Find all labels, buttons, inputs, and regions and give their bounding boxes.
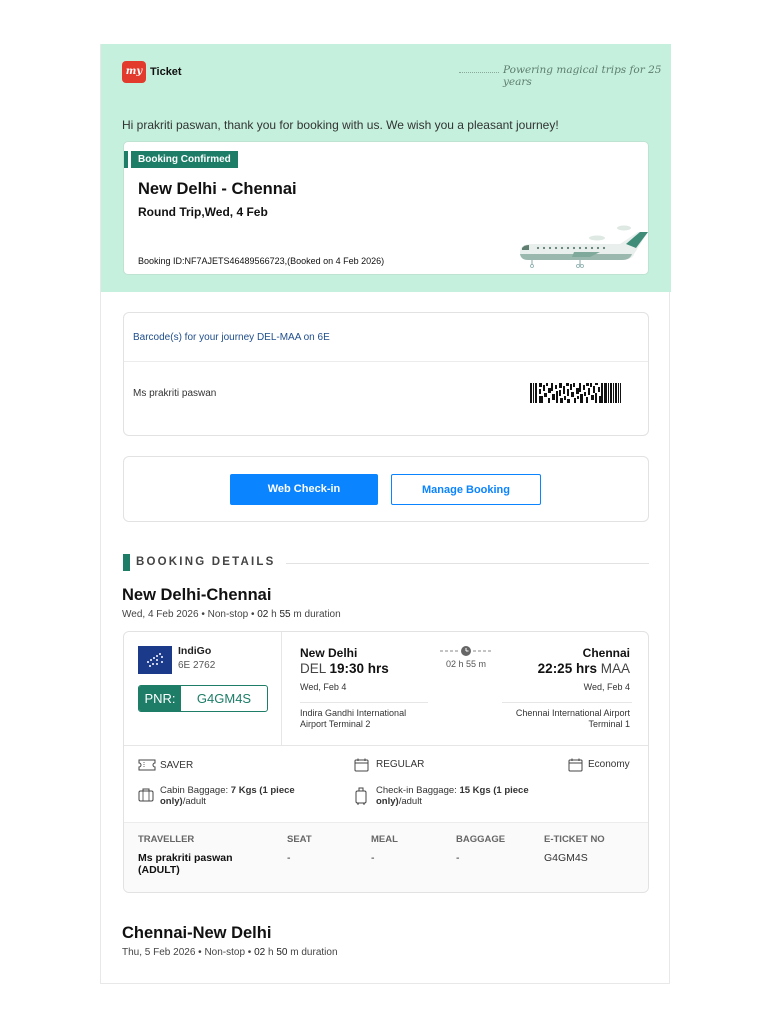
leg-duration-suffix: duration	[304, 609, 341, 620]
arrival-city: Chennai	[582, 646, 630, 660]
column-header: SEAT	[287, 834, 312, 845]
ticket-sheet	[100, 44, 670, 984]
column-header: MEAL	[371, 834, 398, 845]
arrival-date: Wed, Feb 4	[583, 682, 630, 692]
leg-meta: Thu, 5 Feb 2026 • Non-stop • 02 h 50 m duration	[122, 947, 338, 958]
arrival-airport: Chennai International Airport Terminal 1	[515, 708, 630, 729]
flight-duration: 02 h 55 m	[445, 659, 487, 669]
leg-date: Wed, 4 Feb 2026	[122, 609, 199, 620]
calendar-icon	[568, 758, 583, 772]
logo-text: Ticket	[150, 66, 182, 78]
barcode-title: Barcode(s) for your journey DEL-MAA on 6E	[133, 332, 330, 343]
section-title: BOOKING DETAILS	[136, 556, 276, 568]
leg-meta: Wed, 4 Feb 2026 • Non-stop • 02 h 55 m duration	[122, 609, 341, 620]
leg-duration-suffix: duration	[301, 947, 338, 958]
booking-id: Booking ID:NF7AJETS46489566723,(Booked on 4 Feb 2026)	[138, 256, 385, 266]
leg-hours: 02	[254, 947, 266, 958]
column-header: BAGGAGE	[456, 834, 506, 845]
clock-icon	[440, 645, 492, 657]
section-accent	[123, 554, 130, 571]
leg-date: Thu, 5 Feb 2026	[122, 947, 196, 958]
departure-airport: Indira Gandhi International Airport Terminal 2	[300, 708, 407, 729]
traveller-baggage: -	[456, 852, 460, 864]
checkin-baggage-unit: /adult	[398, 796, 422, 807]
luggage-icon	[354, 787, 368, 805]
checkin-baggage-label: Check-in Baggage:	[376, 785, 457, 796]
leg-minutes-unit: m	[290, 947, 299, 958]
logo-icon: my	[122, 61, 146, 83]
divider	[281, 632, 282, 745]
cabin-baggage-unit: /adult	[182, 796, 206, 807]
flight-card	[123, 631, 649, 893]
pnr-box	[138, 685, 268, 712]
manage-booking-button[interactable]: Manage Booking	[391, 474, 541, 505]
actions-card	[123, 456, 649, 522]
status-badge: Booking Confirmed	[131, 151, 238, 168]
tagline: Powering magical trips for 25 years	[503, 64, 662, 88]
traveller-meal: -	[371, 852, 375, 864]
checkin-baggage-text	[376, 785, 551, 807]
airline-logo	[138, 646, 172, 674]
cabin-baggage-value: 7 Kgs (1 piece only)	[160, 785, 295, 807]
divider	[502, 702, 632, 703]
plane-illustration	[514, 224, 649, 275]
booking-summary-card	[123, 141, 649, 275]
barcode-image	[530, 383, 622, 403]
traveller-seat: -	[287, 852, 291, 864]
departure-time	[300, 661, 389, 676]
calendar-icon	[354, 758, 369, 772]
flight-number: 6E 2762	[178, 660, 216, 671]
status-accent	[124, 151, 128, 168]
fare-class-label: REGULAR	[376, 759, 425, 770]
departure-city: New Delhi	[300, 646, 358, 660]
pnr-label: PNR:	[139, 686, 181, 711]
traveller-table	[124, 822, 648, 892]
barcode-passenger-name: Ms prakriti paswan	[133, 388, 217, 399]
checkin-baggage-value: 15 Kgs (1 piece only)	[376, 785, 529, 807]
traveller-name: Ms prakriti paswan (ADULT)	[138, 852, 233, 876]
departure-time-value: 19:30 hrs	[329, 661, 389, 676]
airline-name: IndiGo	[178, 645, 212, 657]
ticket-icon	[138, 759, 156, 771]
barcode-card	[123, 312, 649, 436]
divider	[300, 702, 428, 703]
departure-code: DEL	[300, 661, 326, 676]
departure-date: Wed, Feb 4	[300, 682, 347, 692]
leg-title: New Delhi-Chennai	[122, 586, 272, 604]
trip-subtitle: Round Trip,Wed, 4 Feb	[138, 205, 268, 219]
arrival-time-value: 22:25 hrs	[537, 661, 597, 676]
divider	[124, 361, 648, 362]
cabin-baggage-label: Cabin Baggage:	[160, 785, 229, 796]
arrival-code: MAA	[600, 661, 630, 676]
pnr-value: G4GM4S	[196, 691, 252, 706]
leg-stops: Non-stop	[204, 947, 246, 958]
leg-hours-unit: h	[271, 609, 277, 620]
column-header: E-TICKET NO	[544, 834, 605, 845]
luggage-icon	[138, 787, 154, 802]
divider	[124, 745, 648, 746]
section-divider	[286, 563, 649, 564]
tagline-divider	[459, 72, 499, 73]
leg-hours-unit: h	[268, 947, 274, 958]
leg-title: Chennai-New Delhi	[122, 924, 272, 942]
cabin-class-label: Economy	[588, 759, 630, 770]
column-header: TRAVELLER	[138, 834, 195, 845]
fare-type-label: SAVER	[160, 760, 194, 771]
arrival-time	[538, 661, 630, 676]
web-checkin-button[interactable]: Web Check-in	[230, 474, 378, 505]
greeting-text: Hi prakriti paswan, thank you for booking with us. We wish you a pleasant journey!	[122, 118, 559, 132]
traveller-eticket: G4GM4S	[544, 852, 588, 864]
hero-header	[101, 44, 671, 292]
indigo-logo-icon	[138, 646, 172, 674]
leg-minutes: 50	[276, 947, 288, 958]
leg-minutes: 55	[279, 609, 291, 620]
route-title: New Delhi - Chennai	[138, 180, 297, 198]
cabin-baggage-text	[160, 785, 330, 807]
leg-hours: 02	[257, 609, 269, 620]
leg-stops: Non-stop	[207, 609, 249, 620]
leg-minutes-unit: m	[293, 609, 302, 620]
